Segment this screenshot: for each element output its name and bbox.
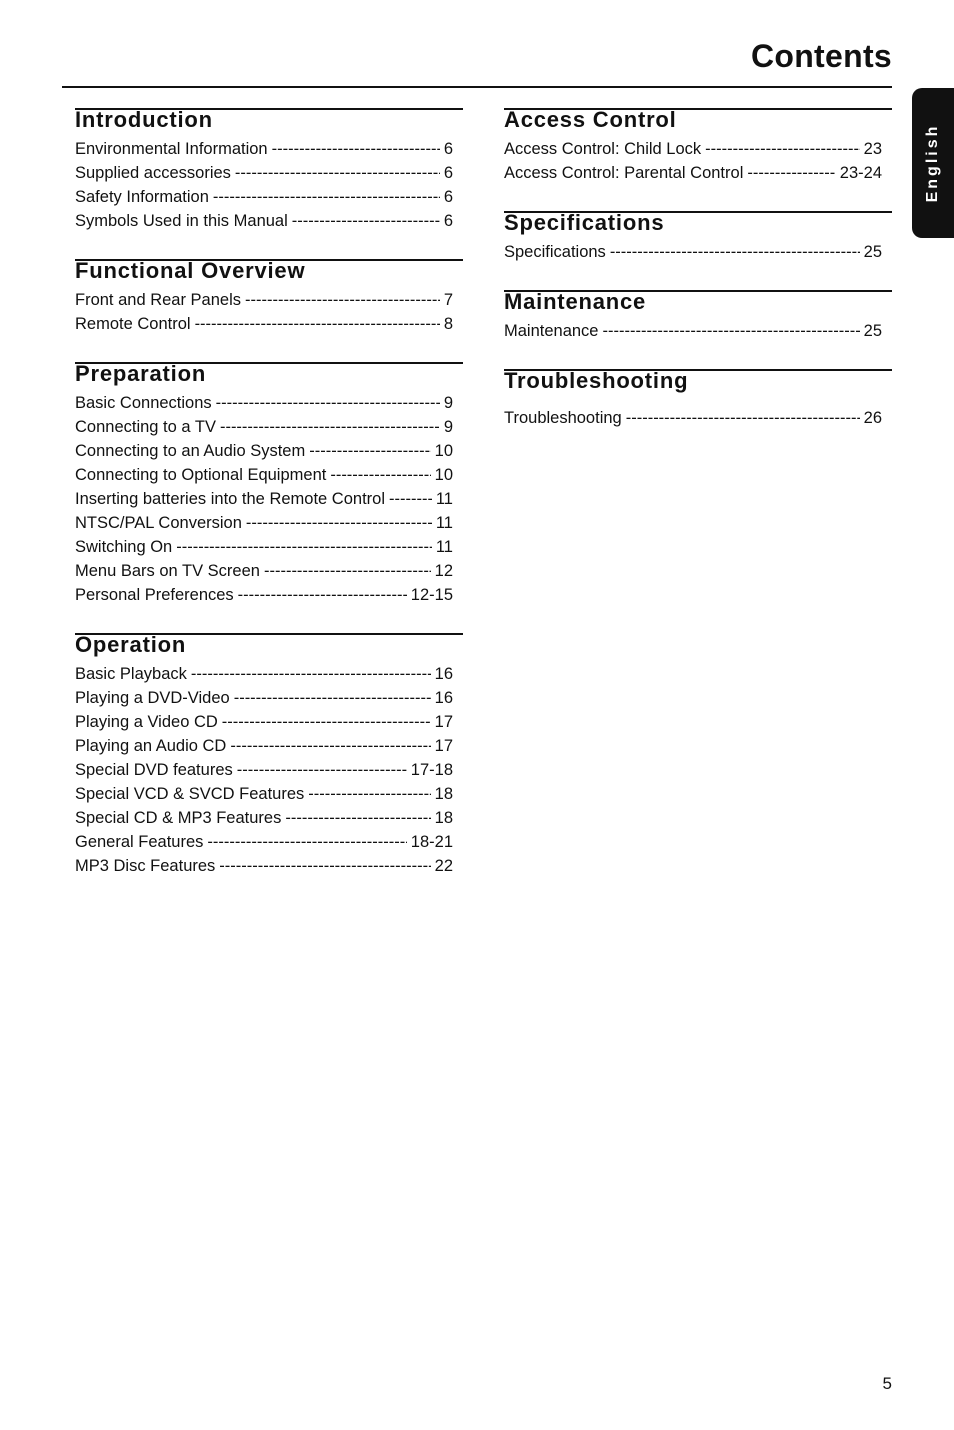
toc-entry[interactable]: Access Control: Parental Control ----- 23-24 (504, 161, 882, 185)
toc-entry[interactable]: Symbols Used in this Manual ----- 6 (75, 209, 453, 233)
toc-section-access-control (504, 108, 892, 185)
toc-section-functional-overview (75, 259, 463, 336)
toc-entry[interactable]: Basic Playback ----- 16 (75, 662, 453, 686)
toc-entry[interactable]: Specifications ----- 25 (504, 240, 882, 264)
toc-entry[interactable]: Playing a Video CD ----- 17 (75, 710, 453, 734)
page-number: 5 (882, 1374, 892, 1393)
section-heading: Specifications (504, 210, 665, 235)
toc-entry[interactable]: Inserting batteries into the Remote Control ----- 11 (75, 487, 453, 511)
page-title: Contents (750, 38, 892, 74)
toc-right-column (504, 108, 892, 456)
title-rule (62, 86, 892, 88)
toc-entry[interactable]: Special DVD features ----- 17-18 (75, 758, 453, 782)
toc-entry[interactable]: Special VCD & SVCD Features ----- 18 (75, 782, 453, 806)
section-heading: Functional Overview (75, 258, 306, 283)
toc-entry[interactable]: Troubleshooting ----- 26 (504, 406, 882, 430)
toc-entry[interactable]: MP3 Disc Features ----- 22 (75, 854, 453, 878)
section-heading: Access Control (504, 107, 677, 132)
section-heading: Troubleshooting (504, 368, 689, 393)
toc-entry[interactable]: Environmental Information ----- 6 (75, 137, 453, 161)
toc-section-introduction (75, 108, 463, 233)
language-tab (912, 88, 954, 238)
toc-entry[interactable]: Personal Preferences ----- 12-15 (75, 583, 453, 607)
toc-entry[interactable]: Connecting to a TV ----- 9 (75, 415, 453, 439)
toc-entry[interactable]: Supplied accessories ----- 6 (75, 161, 453, 185)
toc-entry[interactable]: NTSC/PAL Conversion ----- 11 (75, 511, 453, 535)
toc-entry[interactable]: General Features ----- 18-21 (75, 830, 453, 854)
toc-entry[interactable]: Playing a DVD-Video ----- 16 (75, 686, 453, 710)
toc-left-column (75, 108, 463, 904)
toc-entry[interactable]: Playing an Audio CD ----- 17 (75, 734, 453, 758)
toc-entry[interactable]: Access Control: Child Lock ----- 23 (504, 137, 882, 161)
section-heading: Operation (75, 632, 187, 657)
toc-entry[interactable]: Maintenance ----- 25 (504, 319, 882, 343)
toc-entry[interactable]: Safety Information ----- 6 (75, 185, 453, 209)
toc-entry[interactable]: Basic Connections ----- 9 (75, 391, 453, 415)
toc-entry[interactable]: Special CD & MP3 Features ----- 18 (75, 806, 453, 830)
toc-section-maintenance (504, 290, 892, 343)
section-heading: Introduction (75, 107, 213, 132)
section-heading: Preparation (75, 361, 207, 386)
toc-entry[interactable]: Switching On ----- 11 (75, 535, 453, 559)
toc-section-preparation (75, 362, 463, 607)
section-heading: Maintenance (504, 289, 647, 314)
toc-entry[interactable]: Connecting to an Audio System ----- 10 (75, 439, 453, 463)
toc-section-operation (75, 633, 463, 878)
toc-section-specifications (504, 211, 892, 264)
toc-entry[interactable]: Front and Rear Panels ----- 7 (75, 288, 453, 312)
toc-section-troubleshooting (504, 369, 892, 430)
toc-entry[interactable]: Menu Bars on TV Screen ----- 12 (75, 559, 453, 583)
toc-entry[interactable]: Remote Control ----- 8 (75, 312, 453, 336)
toc-entry[interactable]: Connecting to Optional Equipment ----- 10 (75, 463, 453, 487)
language-tab-label: English (924, 123, 941, 203)
